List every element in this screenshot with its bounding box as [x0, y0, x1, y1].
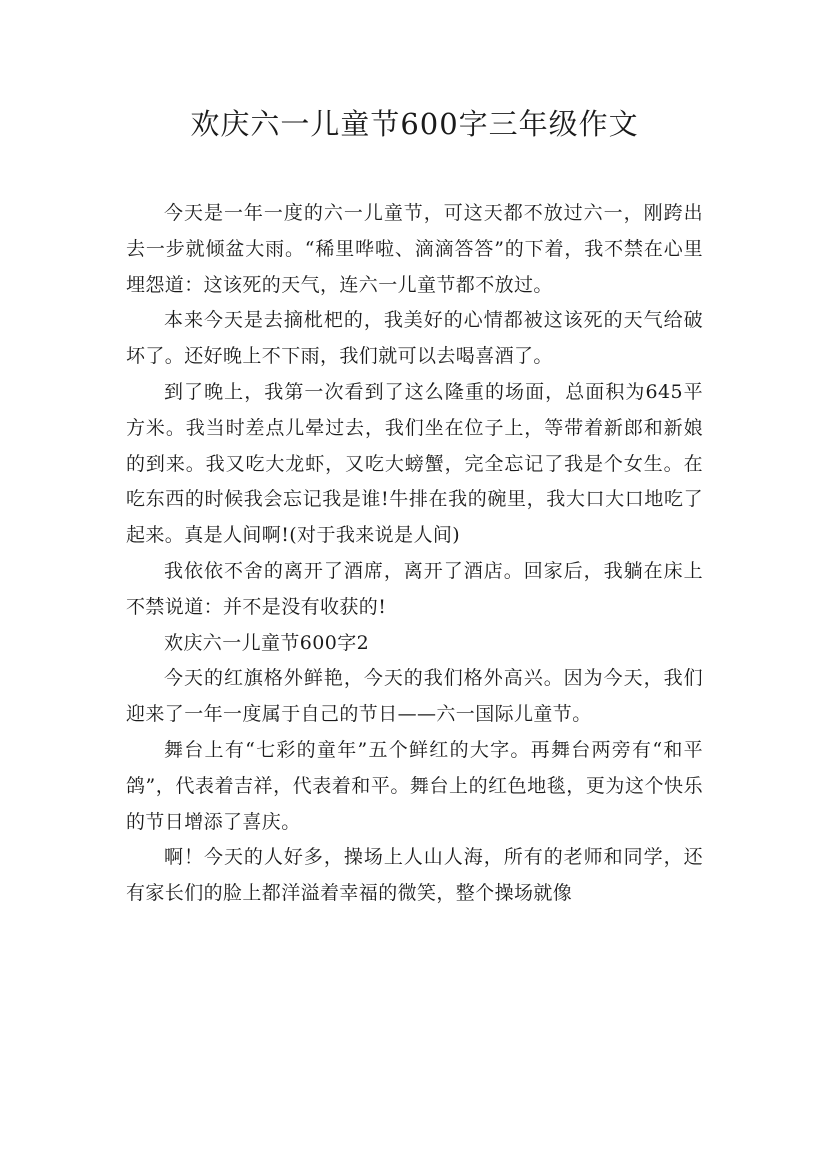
- paragraph: 啊！今天的人好多，操场上人山人海，所有的老师和同学，还有家长们的脸上都洋溢着幸福的微笑，整个操场就像: [126, 846, 703, 905]
- paragraph: 今天的红旗格外鲜艳，今天的我们格外高兴。因为今天，我们迎来了一年一度属于自己的节日——六一国际儿童节。: [126, 667, 703, 726]
- document-body: [126, 196, 703, 912]
- paragraph: 我依依不舍的离开了酒席，离开了酒店。回家后，我躺在床上不禁说道：并不是没有收获的!: [126, 559, 703, 618]
- paragraph: 今天是一年一度的六一儿童节，可这天都不放过六一，刚跨出去一步就倾盆大雨。“稀里哗啦、滴滴答答”的下着，我不禁在心里埋怨道：这该死的天气，连六一儿童节都不放过。: [126, 202, 703, 296]
- paragraph: 本来今天是去摘枇杷的，我美好的心情都被这该死的天气给破坏了。还好晚上不下雨，我们就可以去喝喜酒了。: [126, 309, 703, 368]
- paragraph: 到了晚上，我第一次看到了这么隆重的场面，总面积为645平方米。我当时差点儿晕过去，我们坐在位子上，等带着新郎和新娘的到来。我又吃大龙虾，又吃大螃蟹，完全忘记了我是个女生。在吃东西的时候我会忘记我是谁!牛排在我的碗里，我大口大口地吃了起来。真是人间啊!(对于我来说是人间): [126, 380, 703, 547]
- section-heading: 欢庆六一儿童节600字2: [164, 631, 370, 654]
- paragraph: 舞台上有“七彩的童年”五个鲜红的大字。再舞台两旁有“和平鸽”，代表着吉祥，代表着和平。舞台上的红色地毯，更为这个快乐的节日增添了喜庆。: [126, 738, 703, 833]
- document-title: 欢庆六一儿童节600字三年级作文: [190, 107, 639, 141]
